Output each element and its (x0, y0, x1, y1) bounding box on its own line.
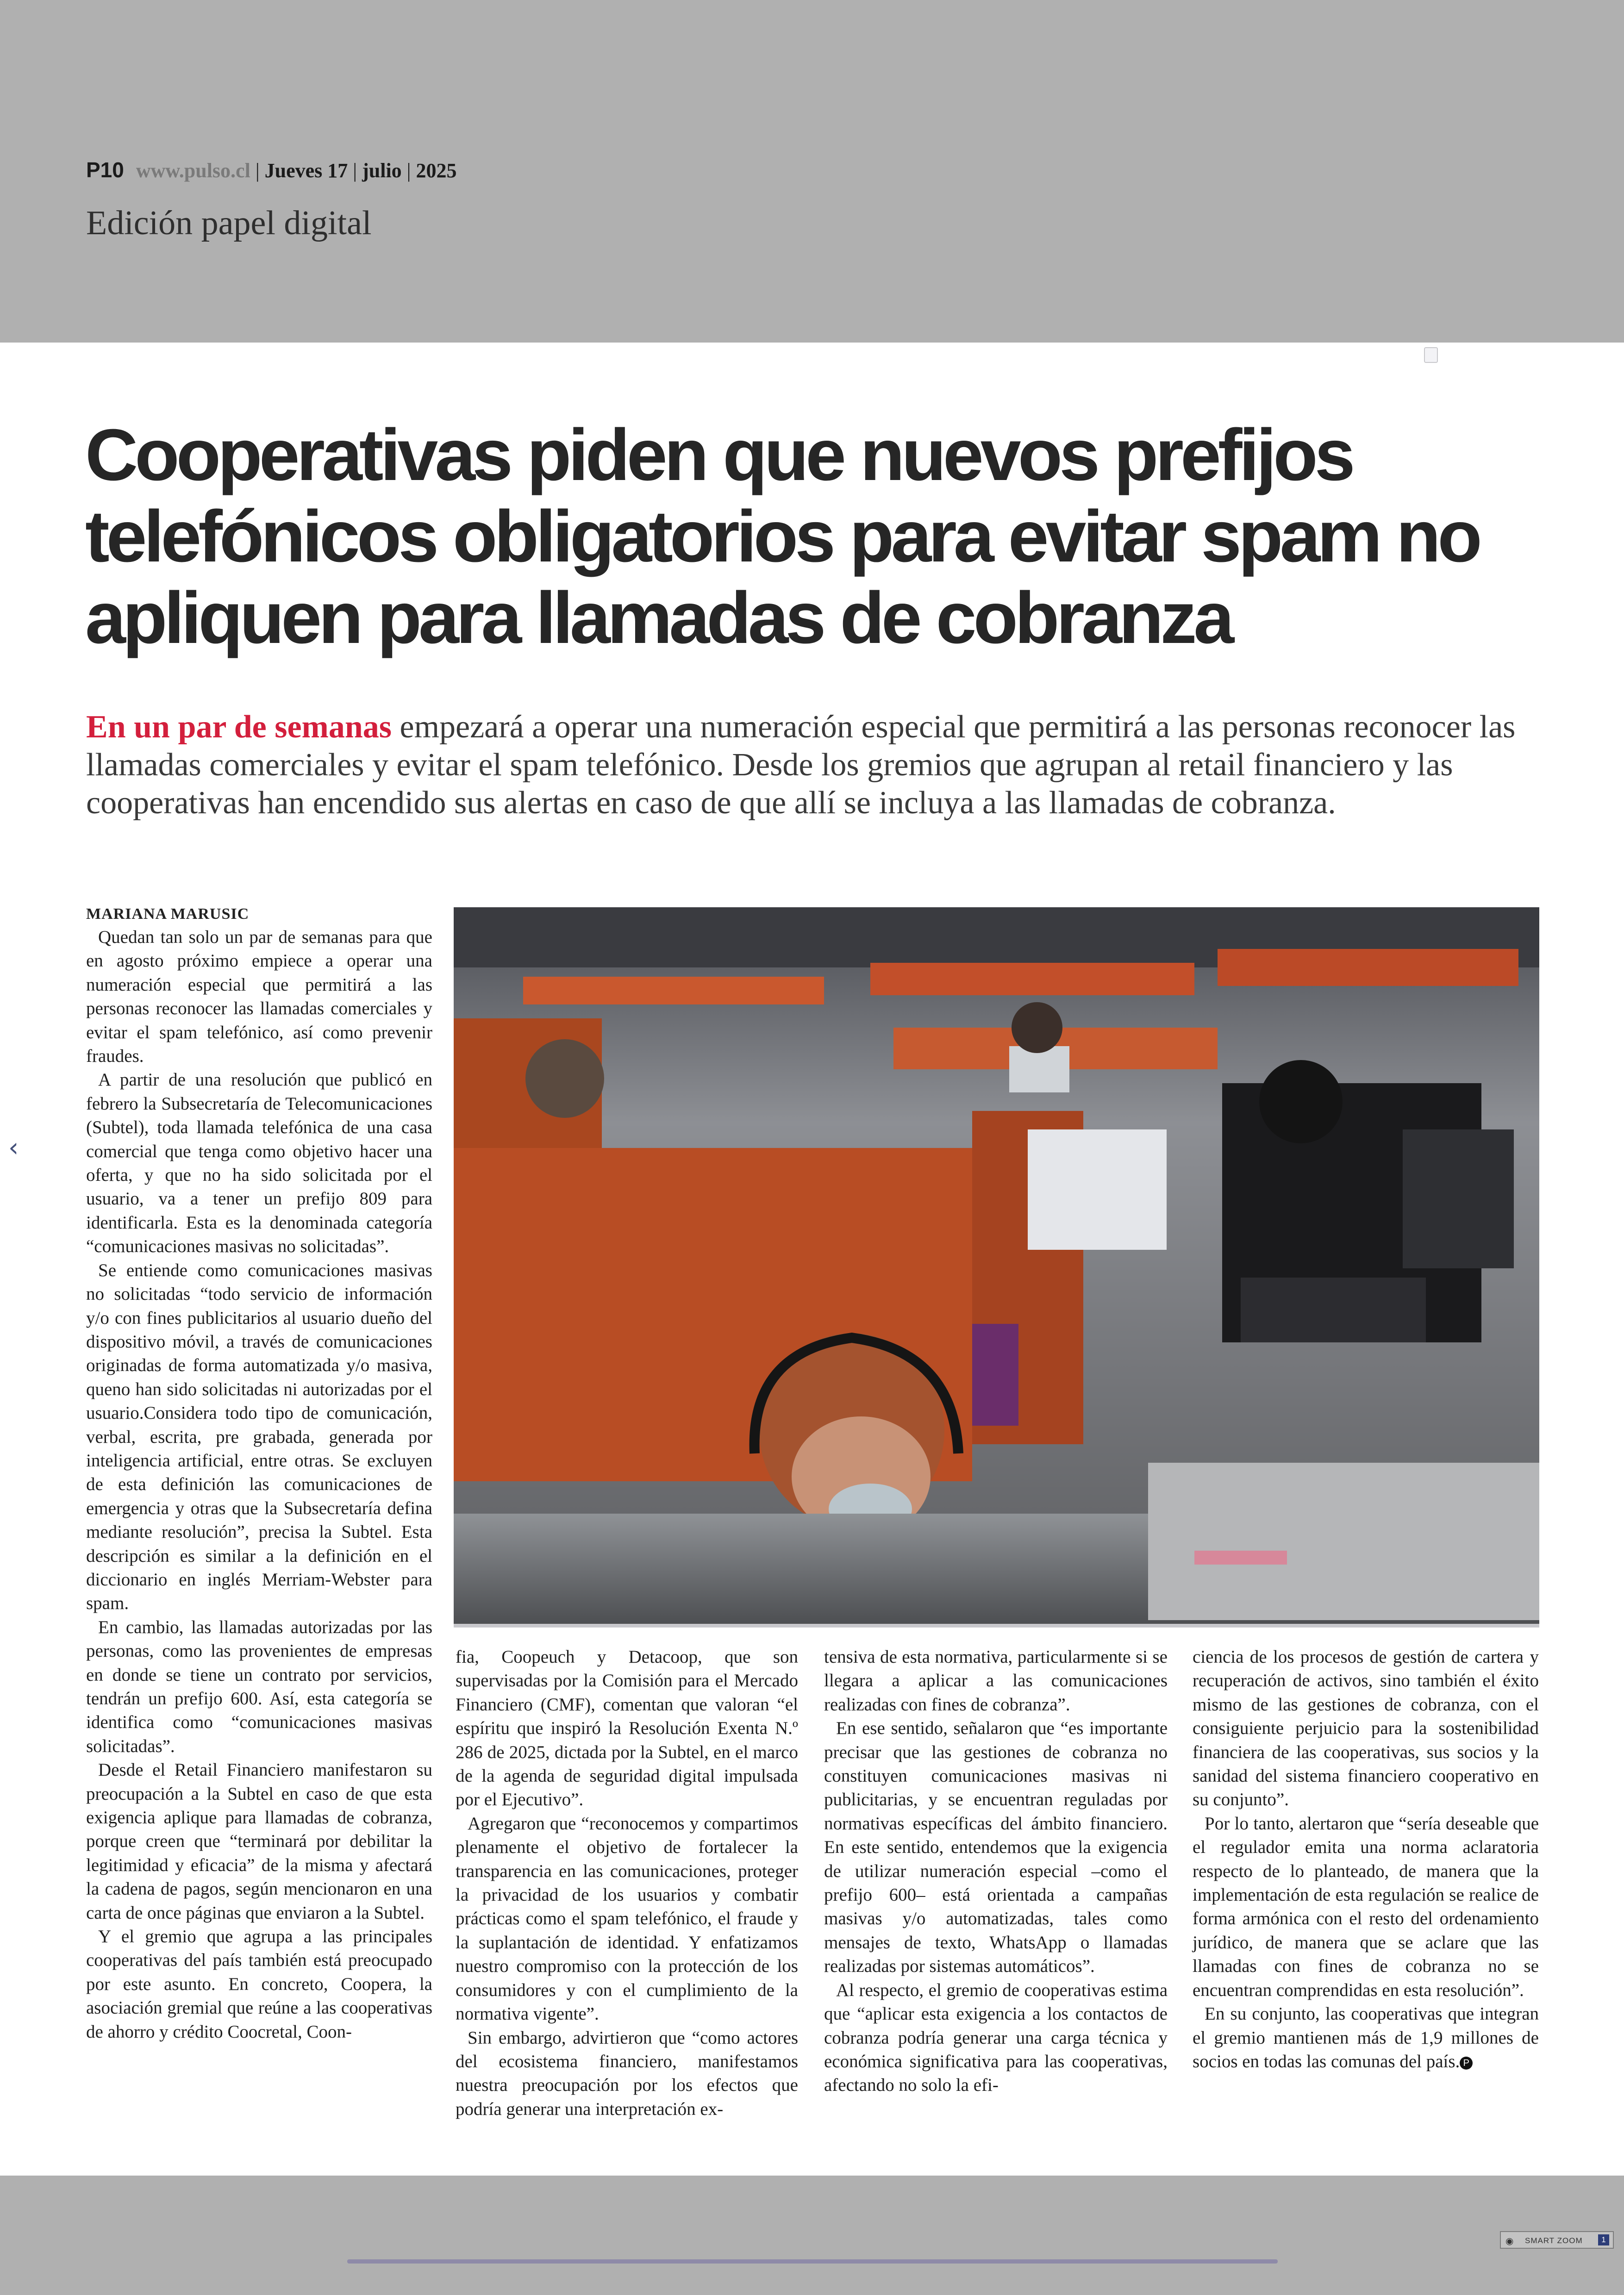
column-3 (824, 1645, 1168, 2097)
smart-zoom-page: 1 (1598, 2234, 1609, 2245)
lead-text: empezará a operar una numeración especial que permitirá a las personas reconocer las llamadas comerciales y evitar el spam telefónico. Desde los gremios que agrupan al retail financiero y las cooperativas han encendido sus alertas en caso de que allí se incluya a las llamadas de cobranza. (86, 709, 1516, 821)
column-1 (86, 925, 432, 2044)
article-photo (454, 907, 1539, 1624)
lead-kicker: En un par de semanas (86, 709, 392, 745)
date-day: Jueves 17 (264, 159, 348, 182)
page-scrollbar[interactable] (347, 2259, 1278, 2264)
paragraph: Al respecto, el gremio de cooperativas estima que “aplicar esta exigencia a los contactos de cobranza podría generar una carga técnica y económica significativa para las cooperativas, afectando no solo la efi- (824, 1980, 1168, 2095)
eye-icon: ◉ (1505, 2236, 1514, 2246)
paragraph: En ese sentido, señalaron que “es importante precisar que las gestiones de cobranza no constituyen comunicaciones masivas ni publicitarias, y se encuentran reguladas por normativas específicas del ámbito financiero. En este sentido, entendemos que la exigencia de utilizar numeración especial –como el prefijo 600– está orientada a campañas masivas y/o automatizadas, tales como mensajes de texto, WhatsApp o llamadas realizadas por sistemas automáticos”. (824, 1718, 1168, 1977)
paragraph (1193, 2002, 1539, 2073)
paragraph: ciencia de los procesos de gestión de cartera y recuperación de activos, sino también el éxito mismo de las gestiones de cobranza, con el consiguiente perjuicio para la sostenibilidad financiera de las cooperativas, sus socios y la sanidad del sistema financiero cooperativo en su conjunto”. (1193, 1647, 1539, 1810)
paragraph: Y el gremio que agrupa a las principales cooperativas del país también está preocupado por este asunto. En concreto, Coopera, la asociación gremial que reúne a las cooperativas de ahorro y crédito Coocretal, Coon- (86, 1927, 432, 2042)
byline: MARIANA MARUSIC (86, 905, 250, 923)
page-number: P10 (86, 158, 124, 182)
date-month: julio (362, 159, 402, 182)
headline: Cooperativas piden que nuevos prefijos telefónicos obligatorios para evitar spam no apliquen para llamadas de cobranza (85, 414, 1479, 659)
edition-label: Edición papel digital (86, 204, 372, 242)
lead (86, 708, 1544, 822)
chevron-left-icon[interactable]: ‹ (8, 1133, 19, 1163)
page-meta: P10 www.pulso.cl | Jueves 17 | julio | 2025 (86, 158, 457, 182)
paragraph: Agregaron que “reconocemos y compartimos plenamente el objetivo de fortalecer la transparencia en las comunicaciones, proteger la privacidad de los usuarios y combatir prácticas como el spam telefónico, el fraude y la suplantación de identidad. Y enfatizamos nuestro compromiso con la protección de los consumidores y con el cumplimiento de la normativa vigente”. (456, 1813, 798, 2024)
paragraph: Quedan tan solo un par de semanas para que en agosto próximo empiece a operar una numeración especial que permitirá a las personas reconocer las llamadas comerciales y evitar el spam telefónico, así como prevenir fraudes. (86, 927, 432, 1066)
paragraph: Se entiende como comunicaciones masivas no solicitadas “todo servicio de información y/o con fines publicitarios al usuario dueño del dispositivo móvil, a través de comunicaciones originadas de forma automatizada y/o masiva, queno han sido solicitadas ni autorizadas por el usuario.Considera todo tipo de comunicación, verbal, escrita, pre grabada, generada por inteligencia artificial, entre otras. Se excluyen de esta definición las comunicaciones de emergencia y otras que la Subsecretaría defina mediante resolución”, precisa la Subtel. Esta descripción es similar a la definición en el diccionario en inglés Merriam-Webster para spam. (86, 1260, 432, 1614)
page-corner-icon[interactable] (1424, 347, 1438, 363)
end-mark-icon: P (1460, 2057, 1473, 2070)
call-center-photo (454, 907, 1539, 1624)
paragraph: Por lo tanto, alertaron que “sería deseable que el regulador emita una norma aclaratoria respecto de lo planteado, de manera que la implementación de esta regulación se realice de forma armónica con el resto del ordenamiento jurídico, de manera que se aclare que las llamadas con fines de cobranza no se encuentran comprendidas en esta resolución”. (1193, 1813, 1539, 2000)
paragraph: A partir de una resolución que publicó en febrero la Subsecretaría de Telecomunicaciones (Subtel), toda llamada telefónica de una casa comercial que tenga como objetivo hacer una oferta, y que no ha sido solicitada por el usuario, va a tener un prefijo 809 para identificarla. Esta es la denominada categoría “comunicaciones masivas no solicitadas”. (86, 1070, 432, 1257)
site-url[interactable]: www.pulso.cl (136, 159, 250, 182)
paragraph: Sin embargo, advirtieron que “como actores del ecosistema financiero, manifestamos nuestra preocupación por los efectos que podría generar una interpretación ex- (456, 2027, 798, 2119)
date-year: 2025 (416, 159, 457, 182)
paragraph: tensiva de esta normativa, particularmente si se llegara a aplicar a las comunicaciones realizadas con fines de cobranza”. (824, 1647, 1168, 1715)
smart-zoom-label: SMART ZOOM (1525, 2236, 1583, 2245)
column-2 (456, 1645, 798, 2121)
smart-zoom-button[interactable] (1500, 2231, 1614, 2249)
photo-rule (454, 1624, 1539, 1628)
bottom-bar (0, 2176, 1624, 2295)
final-paragraph-text: En su conjunto, las cooperativas que integran el gremio mantienen más de 1,9 millones de socios en todas las comunas del país. (1193, 2004, 1539, 2071)
paragraph: En cambio, las llamadas autorizadas por las personas, como las provenientes de empresas en donde se tiene un contrato por servicios, tendrán un prefijo 600. Así, esta categoría se identifica como “comunicaciones masivas solicitadas”. (86, 1617, 432, 1756)
paragraph: fia, Coopeuch y Detacoop, que son supervisadas por la Comisión para el Mercado Financiero (CMF), comentan que valoran “el espíritu que inspiró la Resolución Exenta N.º 286 de 2025, dictada por la Subtel, en el marco de la agenda de seguridad digital impulsada por el Ejecutivo”. (456, 1647, 798, 1810)
paragraph: Desde el Retail Financiero manifestaron su preocupación a la Subtel en caso de que esta exigencia aplique para llamadas de cobranza, porque creen que “terminará por debilitar la legitimidad y eficacia” de la misma y afectará la cadena de pagos, según mencionaron en una carta de once páginas que enviaron a la Subtel. (86, 1760, 432, 1923)
column-4 (1193, 1645, 1539, 2073)
